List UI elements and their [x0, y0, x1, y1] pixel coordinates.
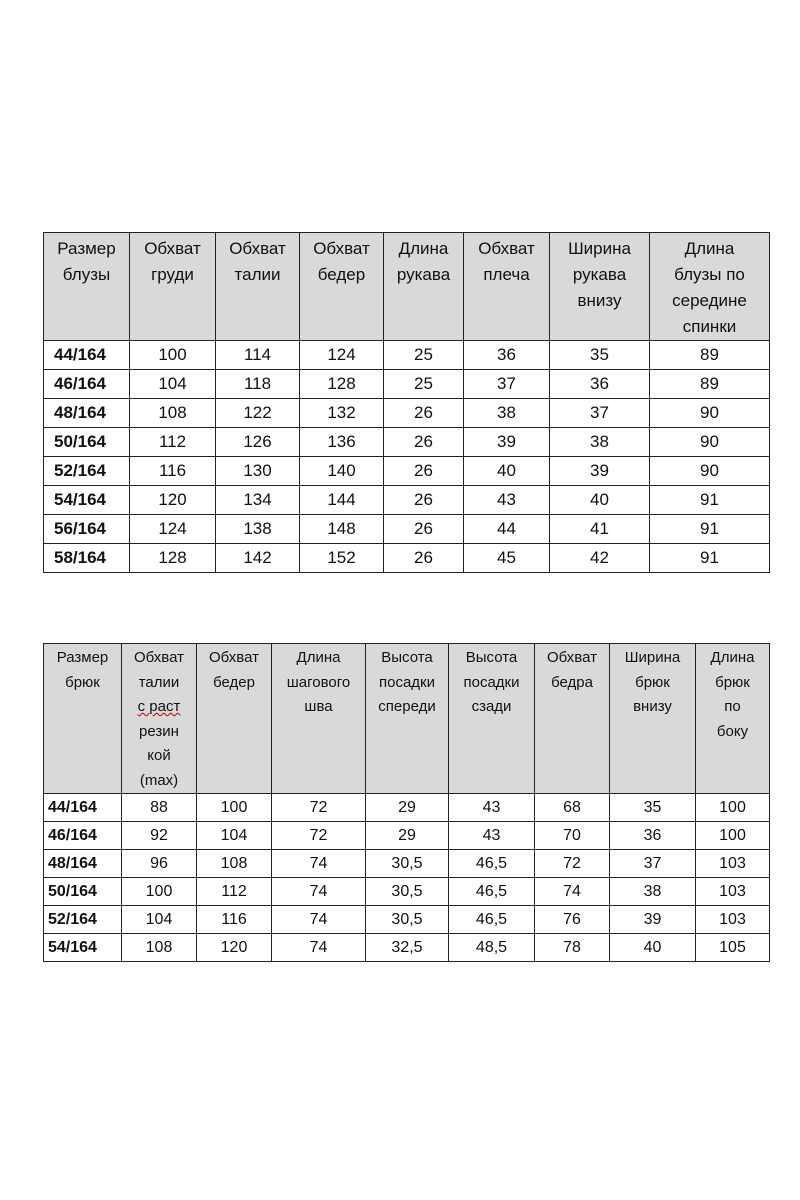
- value-cell: 116: [197, 906, 272, 934]
- column-header-line: спинки: [682, 317, 737, 336]
- column-header-line: брюк: [65, 673, 100, 691]
- value-cell: 39: [464, 428, 550, 457]
- column-header: [130, 233, 216, 341]
- value-cell: 124: [130, 515, 216, 544]
- value-cell: 108: [122, 934, 197, 962]
- value-cell: 122: [216, 399, 300, 428]
- table-row: [44, 399, 770, 428]
- value-cell: 91: [650, 486, 770, 515]
- table-row: [44, 906, 770, 934]
- column-header-line: шагового: [286, 673, 351, 691]
- column-header: [216, 233, 300, 341]
- column-header-line: посадки: [378, 673, 435, 691]
- column-header-line: (max): [139, 771, 179, 789]
- value-cell: 90: [650, 457, 770, 486]
- size-cell: 54/164: [44, 934, 122, 962]
- column-header-line: брюк: [715, 673, 750, 691]
- value-cell: 46,5: [449, 850, 535, 878]
- column-header-line: кой: [147, 747, 171, 764]
- column-header-line: Длина: [398, 239, 449, 258]
- value-cell: 39: [550, 457, 650, 486]
- value-cell: 100: [696, 822, 770, 850]
- column-header-line: Длина: [710, 649, 755, 666]
- size-cell: 58/164: [44, 544, 130, 573]
- value-cell: 120: [197, 934, 272, 962]
- size-cell: 44/164: [44, 794, 122, 822]
- size-cell: 44/164: [44, 341, 130, 370]
- value-cell: 36: [550, 370, 650, 399]
- value-cell: 96: [122, 850, 197, 878]
- value-cell: 112: [130, 428, 216, 457]
- value-cell: 37: [550, 399, 650, 428]
- value-cell: 38: [464, 399, 550, 428]
- value-cell: 41: [550, 515, 650, 544]
- value-cell: 30,5: [366, 878, 449, 906]
- column-header-line: Размер: [56, 649, 109, 666]
- value-cell: 148: [300, 515, 384, 544]
- value-cell: 37: [610, 850, 696, 878]
- column-header: [650, 233, 770, 341]
- column-header-line: брюк: [635, 673, 670, 691]
- value-cell: 90: [650, 428, 770, 457]
- cropped-text-fragment: [64, 200, 244, 213]
- size-cell: 48/164: [44, 399, 130, 428]
- value-cell: 100: [197, 794, 272, 822]
- value-cell: 100: [122, 878, 197, 906]
- column-header-line: блузы по: [674, 265, 745, 284]
- column-header: [696, 644, 770, 794]
- value-cell: 132: [300, 399, 384, 428]
- size-cell: 54/164: [44, 486, 130, 515]
- value-cell: 126: [216, 428, 300, 457]
- value-cell: 138: [216, 515, 300, 544]
- value-cell: 88: [122, 794, 197, 822]
- column-header-line: Обхват: [229, 239, 286, 258]
- column-header: [449, 644, 535, 794]
- size-cell: 52/164: [44, 906, 122, 934]
- column-header-line: Ширина: [568, 239, 631, 258]
- column-header: [197, 644, 272, 794]
- value-cell: 120: [130, 486, 216, 515]
- value-cell: 30,5: [366, 850, 449, 878]
- table-row: [44, 934, 770, 962]
- value-cell: 36: [464, 341, 550, 370]
- column-header: [464, 233, 550, 341]
- pants-header-row: [44, 644, 770, 794]
- size-cell: 56/164: [44, 515, 130, 544]
- value-cell: 37: [464, 370, 550, 399]
- value-cell: 72: [535, 850, 610, 878]
- value-cell: 108: [197, 850, 272, 878]
- value-cell: 43: [449, 822, 535, 850]
- value-cell: 142: [216, 544, 300, 573]
- value-cell: 118: [216, 370, 300, 399]
- column-header-line: груди: [151, 265, 194, 284]
- value-cell: 89: [650, 370, 770, 399]
- value-cell: 74: [272, 878, 366, 906]
- value-cell: 91: [650, 515, 770, 544]
- column-header: [300, 233, 384, 341]
- column-header-line: талии: [234, 265, 281, 284]
- value-cell: 38: [550, 428, 650, 457]
- column-header-line: Обхват: [144, 239, 201, 258]
- column-header: [122, 644, 197, 794]
- column-header: [44, 233, 130, 341]
- table-row: [44, 822, 770, 850]
- value-cell: 43: [464, 486, 550, 515]
- value-cell: 46,5: [449, 906, 535, 934]
- table-row: [44, 878, 770, 906]
- value-cell: 25: [384, 341, 464, 370]
- value-cell: 26: [384, 428, 464, 457]
- value-cell: 144: [300, 486, 384, 515]
- value-cell: 45: [464, 544, 550, 573]
- size-cell: 52/164: [44, 457, 130, 486]
- value-cell: 35: [550, 341, 650, 370]
- column-header-line: талии: [138, 673, 180, 691]
- value-cell: 103: [696, 878, 770, 906]
- size-cell: 48/164: [44, 850, 122, 878]
- value-cell: 29: [366, 822, 449, 850]
- size-cell: 46/164: [44, 822, 122, 850]
- column-header: [610, 644, 696, 794]
- value-cell: 124: [300, 341, 384, 370]
- value-cell: 89: [650, 341, 770, 370]
- column-header-line: Высота: [381, 649, 433, 666]
- value-cell: 114: [216, 341, 300, 370]
- table-row: [44, 457, 770, 486]
- value-cell: 29: [366, 794, 449, 822]
- value-cell: 26: [384, 486, 464, 515]
- value-cell: 26: [384, 457, 464, 486]
- value-cell: 39: [610, 906, 696, 934]
- size-cell: 50/164: [44, 428, 130, 457]
- column-header-line: бедер: [317, 265, 366, 284]
- value-cell: 104: [130, 370, 216, 399]
- table-row: [44, 370, 770, 399]
- value-cell: 72: [272, 822, 366, 850]
- size-cell: 46/164: [44, 370, 130, 399]
- value-cell: 74: [272, 906, 366, 934]
- table-row: [44, 544, 770, 573]
- value-cell: 40: [610, 934, 696, 962]
- value-cell: 130: [216, 457, 300, 486]
- column-header: [44, 644, 122, 794]
- table-row: [44, 515, 770, 544]
- column-header-line: Высота: [465, 649, 518, 666]
- value-cell: 32,5: [366, 934, 449, 962]
- column-header-line: плеча: [483, 265, 530, 284]
- column-header-line: Обхват: [209, 649, 259, 666]
- column-header-line: посадки: [463, 673, 520, 691]
- value-cell: 100: [696, 794, 770, 822]
- value-cell: 116: [130, 457, 216, 486]
- column-header: [384, 233, 464, 341]
- value-cell: 26: [384, 544, 464, 573]
- column-header-line: Размер: [57, 239, 116, 258]
- value-cell: 152: [300, 544, 384, 573]
- column-header-line: боку: [716, 722, 749, 740]
- column-header-line: Обхват: [313, 239, 370, 258]
- blouse-size-table: [43, 232, 770, 573]
- table-row: [44, 341, 770, 370]
- value-cell: 140: [300, 457, 384, 486]
- column-header: [366, 644, 449, 794]
- value-cell: 26: [384, 399, 464, 428]
- column-header: [272, 644, 366, 794]
- value-cell: 35: [610, 794, 696, 822]
- value-cell: 36: [610, 822, 696, 850]
- value-cell: 46,5: [449, 878, 535, 906]
- value-cell: 103: [696, 850, 770, 878]
- table-row: [44, 428, 770, 457]
- column-header-line: Длина: [684, 239, 735, 258]
- column-header-line: Обхват: [134, 649, 184, 666]
- value-cell: 74: [535, 878, 610, 906]
- column-header-line: спереди: [378, 698, 436, 715]
- column-header-line: внизу: [577, 291, 622, 310]
- value-cell: 30,5: [366, 906, 449, 934]
- value-cell: 103: [696, 906, 770, 934]
- column-header-line: рукава: [396, 265, 451, 284]
- value-cell: 108: [130, 399, 216, 428]
- value-cell: 76: [535, 906, 610, 934]
- column-header-line: Обхват: [478, 239, 535, 258]
- value-cell: 105: [696, 934, 770, 962]
- value-cell: 104: [122, 906, 197, 934]
- value-cell: 40: [550, 486, 650, 515]
- column-header-line: с раст: [137, 698, 181, 715]
- column-header-line: внизу: [633, 698, 672, 715]
- value-cell: 42: [550, 544, 650, 573]
- column-header: [535, 644, 610, 794]
- column-header-line: рукава: [572, 265, 627, 284]
- column-header-line: бедер: [213, 673, 255, 691]
- column-header-line: Обхват: [547, 649, 597, 666]
- value-cell: 90: [650, 399, 770, 428]
- pants-size-table: [43, 643, 770, 962]
- column-header: [550, 233, 650, 341]
- value-cell: 68: [535, 794, 610, 822]
- value-cell: 72: [272, 794, 366, 822]
- value-cell: 136: [300, 428, 384, 457]
- value-cell: 128: [130, 544, 216, 573]
- blouse-header-row: [44, 233, 770, 341]
- column-header-line: середине: [672, 291, 747, 310]
- value-cell: 26: [384, 515, 464, 544]
- column-header-line: бедра: [551, 673, 593, 691]
- value-cell: 38: [610, 878, 696, 906]
- value-cell: 78: [535, 934, 610, 962]
- column-header-line: резин: [139, 722, 179, 740]
- column-header-line: сзади: [471, 698, 512, 715]
- value-cell: 91: [650, 544, 770, 573]
- value-cell: 40: [464, 457, 550, 486]
- value-cell: 44: [464, 515, 550, 544]
- column-header-line: по: [724, 698, 741, 715]
- column-header-line: блузы: [62, 265, 111, 284]
- value-cell: 128: [300, 370, 384, 399]
- table-row: [44, 486, 770, 515]
- column-header-line: Длина: [296, 649, 341, 666]
- value-cell: 74: [272, 850, 366, 878]
- value-cell: 48,5: [449, 934, 535, 962]
- value-cell: 134: [216, 486, 300, 515]
- value-cell: 104: [197, 822, 272, 850]
- value-cell: 74: [272, 934, 366, 962]
- value-cell: 100: [130, 341, 216, 370]
- value-cell: 112: [197, 878, 272, 906]
- value-cell: 43: [449, 794, 535, 822]
- table-row: [44, 850, 770, 878]
- value-cell: 70: [535, 822, 610, 850]
- value-cell: 92: [122, 822, 197, 850]
- size-cell: 50/164: [44, 878, 122, 906]
- column-header-line: шва: [304, 698, 333, 715]
- value-cell: 25: [384, 370, 464, 399]
- column-header-line: Ширина: [624, 649, 681, 666]
- table-row: [44, 794, 770, 822]
